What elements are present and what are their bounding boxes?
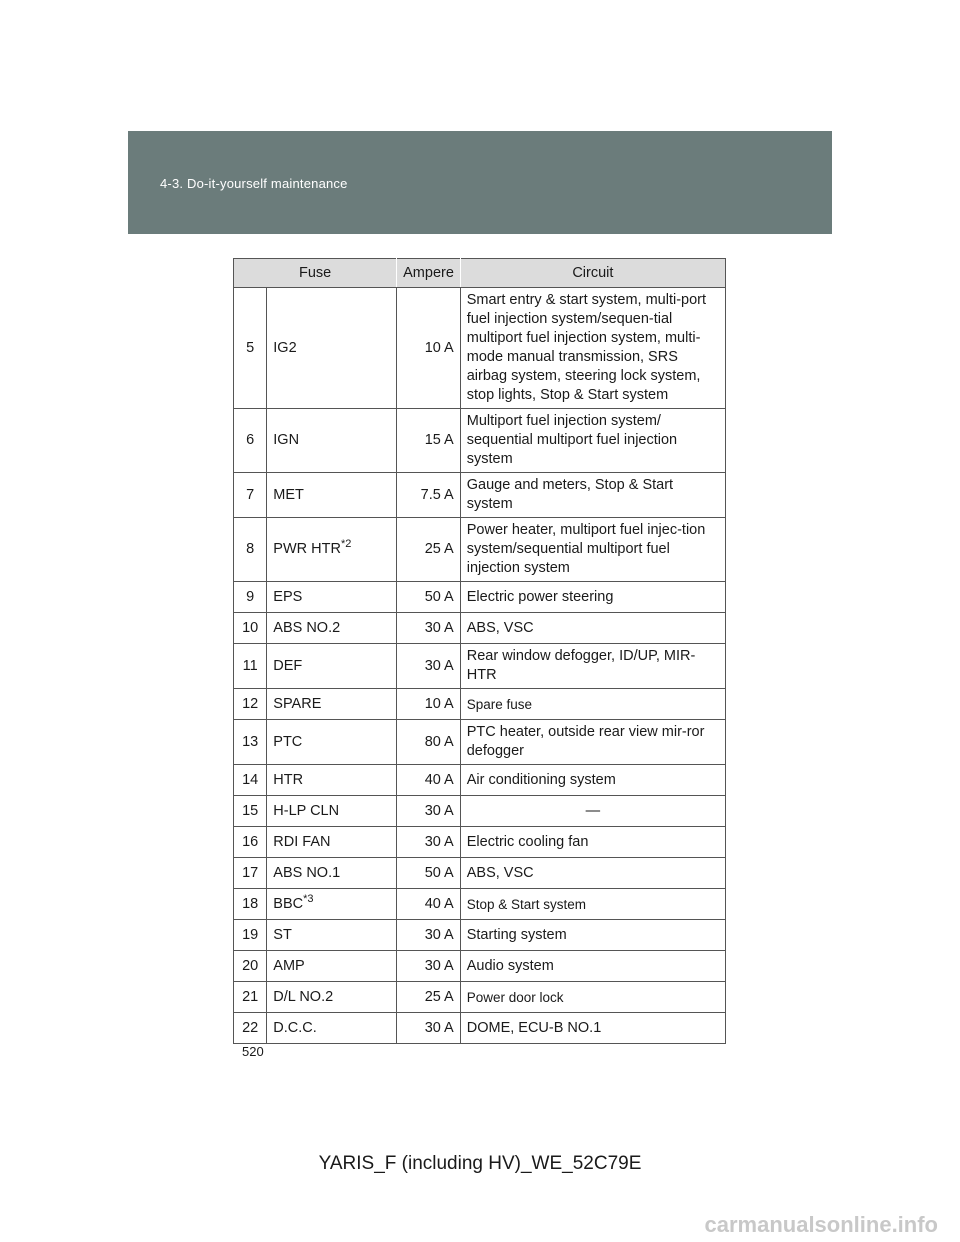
- fuse-name: D/L NO.2: [267, 982, 397, 1013]
- fuse-number: 22: [234, 1013, 267, 1044]
- table-row: [234, 889, 726, 920]
- table-row: [234, 409, 726, 473]
- fuse-circuit: Rear window defogger, ID/UP, MIR-HTR: [460, 644, 725, 689]
- fuse-name: HTR: [267, 765, 397, 796]
- table-row: [234, 518, 726, 582]
- fuse-circuit: ABS, VSC: [460, 613, 725, 644]
- fuse-circuit: Electric cooling fan: [460, 827, 725, 858]
- fuse-name: SPARE: [267, 689, 397, 720]
- footnote-marker: *2: [340, 538, 352, 551]
- fuse-circuit: PTC heater, outside rear view mir-ror defogger: [460, 720, 725, 765]
- table-row: [234, 1013, 726, 1044]
- fuse-number: 16: [234, 827, 267, 858]
- fuse-number: 7: [234, 473, 267, 518]
- fuse-number: 20: [234, 951, 267, 982]
- fuse-circuit: Multiport fuel injection system/ sequential multiport fuel injection system: [460, 409, 725, 473]
- fuse-name: DEF: [267, 644, 397, 689]
- table-row: [234, 689, 726, 720]
- table-row: [234, 982, 726, 1013]
- fuse-ampere: 7.5 A: [397, 473, 460, 518]
- fuse-circuit: Electric power steering: [460, 582, 725, 613]
- fuse-ampere: 10 A: [397, 689, 460, 720]
- fuse-number: 11: [234, 644, 267, 689]
- fuse-name: [267, 518, 397, 582]
- fuse-name: PTC: [267, 720, 397, 765]
- fuse-circuit: Air conditioning system: [460, 765, 725, 796]
- fuse-number: 18: [234, 889, 267, 920]
- fuse-circuit: ABS, VSC: [460, 858, 725, 889]
- table-row: [234, 920, 726, 951]
- table-row: [234, 720, 726, 765]
- table-row: [234, 582, 726, 613]
- fuse-ampere: 40 A: [397, 889, 460, 920]
- fuse-name: ST: [267, 920, 397, 951]
- fuse-ampere: 30 A: [397, 1013, 460, 1044]
- fuse-name: ABS NO.1: [267, 858, 397, 889]
- fuse-ampere: 30 A: [397, 644, 460, 689]
- fuse-ampere: 15 A: [397, 409, 460, 473]
- table-row: [234, 827, 726, 858]
- column-header-fuse: Fuse: [234, 259, 397, 288]
- fuse-number: 10: [234, 613, 267, 644]
- fuse-table: [233, 258, 726, 1044]
- fuse-ampere: 50 A: [397, 582, 460, 613]
- fuse-circuit: —: [460, 796, 725, 827]
- fuse-circuit: Stop & Start system: [460, 889, 725, 920]
- fuse-number: 5: [234, 288, 267, 409]
- fuse-name-text: PWR HTR: [273, 541, 341, 557]
- fuse-number: 21: [234, 982, 267, 1013]
- fuse-name: H-LP CLN: [267, 796, 397, 827]
- fuse-circuit: Starting system: [460, 920, 725, 951]
- fuse-number: 14: [234, 765, 267, 796]
- fuse-name: RDI FAN: [267, 827, 397, 858]
- fuse-circuit: Spare fuse: [460, 689, 725, 720]
- fuse-name: MET: [267, 473, 397, 518]
- watermark: carmanualsonline.info: [704, 1212, 938, 1237]
- fuse-ampere: 30 A: [397, 827, 460, 858]
- fuse-number: 9: [234, 582, 267, 613]
- fuse-name: AMP: [267, 951, 397, 982]
- section-title: 4-3. Do-it-yourself maintenance: [160, 176, 348, 191]
- section-header-band: [128, 131, 832, 234]
- fuse-ampere: 50 A: [397, 858, 460, 889]
- fuse-number: 8: [234, 518, 267, 582]
- fuse-number: 6: [234, 409, 267, 473]
- table-row: [234, 473, 726, 518]
- fuse-ampere: 30 A: [397, 951, 460, 982]
- column-header-ampere: Ampere: [397, 259, 460, 288]
- fuse-ampere: 30 A: [397, 796, 460, 827]
- fuse-ampere: 40 A: [397, 765, 460, 796]
- fuse-circuit: Power heater, multiport fuel injec-tion system/sequential multiport fuel injection system: [460, 518, 725, 582]
- table-row: [234, 288, 726, 409]
- table-row: [234, 765, 726, 796]
- document-code: YARIS_F (including HV)_WE_52C79E: [318, 1153, 642, 1174]
- fuse-circuit: Audio system: [460, 951, 725, 982]
- table-row: [234, 951, 726, 982]
- fuse-circuit: Smart entry & start system, multi-port fuel injection system/sequen-tial multiport fuel injection system, multi-mode manual transmission, SRS airbag system, steering lock system, stop lights, Stop & Start system: [460, 288, 725, 409]
- table-header-row: [234, 259, 726, 288]
- table-row: [234, 644, 726, 689]
- fuse-circuit: Power door lock: [460, 982, 725, 1013]
- fuse-name: [267, 889, 397, 920]
- fuse-ampere: 10 A: [397, 288, 460, 409]
- fuse-name: EPS: [267, 582, 397, 613]
- table-row: [234, 858, 726, 889]
- fuse-ampere: 30 A: [397, 613, 460, 644]
- fuse-name: ABS NO.2: [267, 613, 397, 644]
- fuse-ampere: 25 A: [397, 982, 460, 1013]
- fuse-ampere: 80 A: [397, 720, 460, 765]
- fuse-number: 19: [234, 920, 267, 951]
- page-number: 520: [242, 1044, 264, 1059]
- fuse-ampere: 30 A: [397, 920, 460, 951]
- fuse-circuit: DOME, ECU-B NO.1: [460, 1013, 725, 1044]
- fuse-name-text: BBC: [273, 895, 304, 912]
- fuse-circuit: Gauge and meters, Stop & Start system: [460, 473, 725, 518]
- fuse-name: IG2: [267, 288, 397, 409]
- fuse-ampere: 25 A: [397, 518, 460, 582]
- footnote-marker: *3: [303, 892, 314, 905]
- fuse-number: 15: [234, 796, 267, 827]
- column-header-circuit: Circuit: [460, 259, 725, 288]
- table-row: [234, 796, 726, 827]
- fuse-name: D.C.C.: [267, 1013, 397, 1044]
- fuse-number: 17: [234, 858, 267, 889]
- fuse-number: 12: [234, 689, 267, 720]
- table-row: [234, 613, 726, 644]
- fuse-number: 13: [234, 720, 267, 765]
- fuse-name: IGN: [267, 409, 397, 473]
